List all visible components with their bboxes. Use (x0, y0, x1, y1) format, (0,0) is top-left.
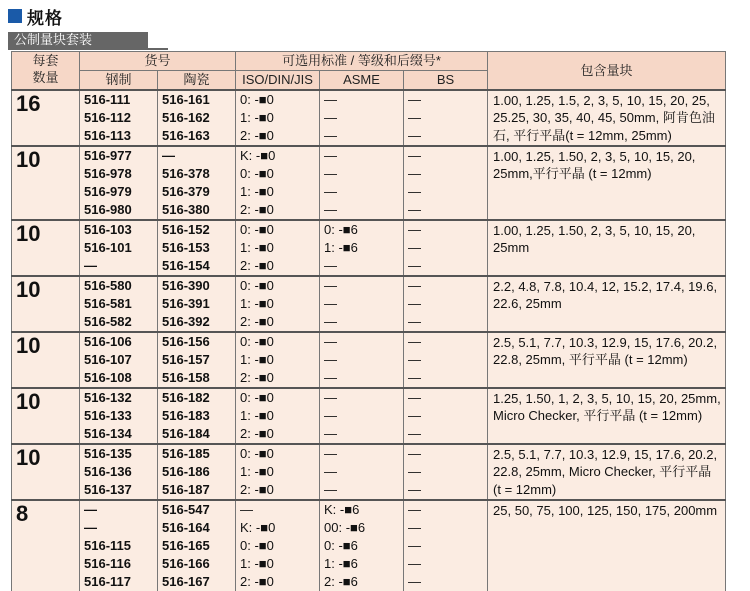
bs-grade-cell (404, 444, 488, 500)
ceramic-part-no: 516-379 (162, 183, 210, 199)
bs-grade: — (408, 295, 422, 311)
bs-grade: — (408, 165, 422, 181)
ceramic-part-no: 516-186 (162, 463, 210, 479)
ceramic-part-no: — (162, 147, 175, 163)
set-qty-cell: 10 (12, 276, 80, 332)
steel-part-no: 516-116 (84, 555, 131, 571)
bs-grade: — (408, 183, 422, 199)
steel-part-no-cell (80, 332, 158, 388)
bs-grade: — (408, 257, 422, 273)
contents-cell: 1.00, 1.25, 1.5, 2, 3, 5, 10, 15, 20, 25, 25.25, 30, 35, 40, 45, 50mm, 阿肯色油石, 平行平晶(t = 12mm, 25mm) (488, 90, 726, 146)
asme-grade: — (324, 277, 338, 293)
header-standards: 可选用标准 / 等级和后缀号* (236, 52, 488, 71)
ceramic-part-no-cell (158, 90, 236, 146)
iso-grade: 2: -■0 (240, 481, 274, 497)
contents-cell: 25, 50, 75, 100, 125, 150, 175, 200mm (488, 500, 726, 591)
bs-grade: — (408, 239, 422, 255)
section-title-text: 规格 (27, 8, 63, 29)
ceramic-part-no: 516-163 (162, 127, 210, 143)
asme-grade: 1: -■6 (324, 555, 358, 571)
ceramic-part-no-cell (158, 388, 236, 444)
section-title (8, 4, 63, 28)
steel-part-no: 516-581 (84, 295, 132, 311)
steel-part-no: 516-107 (84, 351, 132, 367)
steel-part-no: 516-113 (84, 127, 131, 143)
bs-grade: — (408, 313, 422, 329)
steel-part-no: 516-137 (84, 481, 132, 497)
iso-grade: 1: -■0 (240, 351, 274, 367)
iso-grade: 1: -■0 (240, 109, 274, 125)
steel-part-no: 516-108 (84, 369, 132, 385)
iso-grade-cell (236, 500, 320, 591)
bs-grade: — (408, 445, 422, 461)
steel-part-no: 516-132 (84, 389, 132, 405)
header-qty-line1: 每套 (32, 53, 59, 68)
iso-grade: 2: -■0 (240, 201, 274, 217)
asme-grade: — (324, 333, 338, 349)
steel-part-no: 516-111 (84, 91, 131, 107)
steel-part-no: 516-112 (84, 109, 131, 125)
asme-grade-cell (320, 146, 404, 220)
asme-grade: — (324, 445, 338, 461)
set-qty-cell: 10 (12, 332, 80, 388)
asme-grade-cell (320, 90, 404, 146)
ceramic-part-no: 516-166 (162, 555, 210, 571)
steel-part-no: — (84, 501, 97, 517)
table-row (12, 388, 726, 444)
steel-part-no: 516-117 (84, 573, 131, 589)
contents-cell: 2.2, 4.8, 7.8, 10.4, 12, 15.2, 17.4, 19.6, 22.6, 25mm (488, 276, 726, 332)
steel-part-no: 516-980 (84, 201, 132, 217)
asme-grade-cell (320, 276, 404, 332)
table-header (12, 52, 726, 90)
steel-part-no-cell (80, 276, 158, 332)
ceramic-part-no-cell (158, 500, 236, 591)
contents-cell: 2.5, 5.1, 7.7, 10.3, 12.9, 15, 17.6, 20.2, 22.8, 25mm, Micro Checker, 平行平晶 (t = 12mm) (488, 444, 726, 500)
asme-grade: — (324, 147, 338, 163)
iso-grade-cell (236, 90, 320, 146)
bs-grade: — (408, 407, 422, 423)
bs-grade: — (408, 463, 422, 479)
steel-part-no: 516-580 (84, 277, 132, 293)
ceramic-part-no: 516-378 (162, 165, 210, 181)
asme-grade: — (324, 201, 338, 217)
table-row (12, 90, 726, 146)
bs-grade-cell (404, 276, 488, 332)
iso-grade-cell (236, 220, 320, 276)
iso-grade: 0: -■0 (240, 221, 274, 237)
bs-grade: — (408, 555, 422, 571)
iso-grade: 1: -■0 (240, 407, 274, 423)
bs-grade: — (408, 573, 422, 589)
iso-grade: 2: -■0 (240, 127, 274, 143)
iso-grade: 2: -■0 (240, 313, 274, 329)
set-qty-cell: 10 (12, 146, 80, 220)
asme-grade: — (324, 127, 338, 143)
steel-part-no: 516-106 (84, 333, 132, 349)
asme-grade: — (324, 109, 338, 125)
ceramic-part-no: 516-158 (162, 369, 210, 385)
iso-grade-cell (236, 146, 320, 220)
ceramic-part-no: 516-184 (162, 425, 210, 441)
steel-part-no: 516-101 (84, 239, 132, 255)
ceramic-part-no: 516-153 (162, 239, 210, 255)
asme-grade-cell (320, 220, 404, 276)
bs-grade: — (408, 425, 422, 441)
iso-grade-cell (236, 332, 320, 388)
ceramic-part-no: 516-392 (162, 313, 210, 329)
asme-grade: — (324, 165, 338, 181)
steel-part-no: 516-978 (84, 165, 132, 181)
steel-part-no-cell (80, 220, 158, 276)
header-qty-line2: 数量 (32, 70, 59, 85)
asme-grade-cell (320, 444, 404, 500)
iso-grade: 0: -■0 (240, 165, 274, 181)
asme-grade: — (324, 369, 338, 385)
steel-part-no: 516-115 (84, 537, 131, 553)
set-qty-cell: 8 (12, 500, 80, 591)
asme-grade: — (324, 407, 338, 423)
iso-grade: 0: -■0 (240, 277, 274, 293)
iso-grade: 2: -■0 (240, 369, 274, 385)
iso-grade: 0: -■0 (240, 91, 274, 107)
table-row (12, 444, 726, 500)
steel-part-no: 516-133 (84, 407, 132, 423)
ceramic-part-no: 516-165 (162, 537, 210, 553)
asme-grade: 0: -■6 (324, 221, 358, 237)
steel-part-no: 516-979 (84, 183, 132, 199)
ceramic-part-no: 516-380 (162, 201, 210, 217)
steel-part-no-cell (80, 146, 158, 220)
bs-grade: — (408, 201, 422, 217)
header-part-no: 货号 (80, 52, 236, 71)
iso-grade: K: -■0 (240, 519, 276, 535)
asme-grade: — (324, 313, 338, 329)
header-ceramic: 陶瓷 (158, 71, 236, 90)
bs-grade-cell (404, 388, 488, 444)
set-qty-cell: 16 (12, 90, 80, 146)
iso-grade: 0: -■0 (240, 445, 274, 461)
bs-grade: — (408, 147, 422, 163)
steel-part-no: 516-136 (84, 463, 132, 479)
iso-grade-cell (236, 388, 320, 444)
asme-grade: K: -■6 (324, 501, 360, 517)
asme-grade: 0: -■6 (324, 537, 358, 553)
table-row (12, 276, 726, 332)
header-iso: ISO/DIN/JIS (236, 71, 320, 90)
header-asme: ASME (320, 71, 404, 90)
bs-grade-cell (404, 220, 488, 276)
asme-grade: 1: -■6 (324, 239, 358, 255)
steel-part-no: 516-582 (84, 313, 132, 329)
iso-grade: — (240, 501, 254, 517)
table-row (12, 500, 726, 591)
bs-grade-cell (404, 90, 488, 146)
iso-grade: 2: -■0 (240, 257, 274, 273)
contents-cell: 1.25, 1.50, 1, 2, 3, 5, 10, 15, 20, 25mm, Micro Checker, 平行平晶 (t = 12mm) (488, 388, 726, 444)
iso-grade: 1: -■0 (240, 239, 274, 255)
asme-grade-cell (320, 500, 404, 591)
subtitle-underline (8, 48, 168, 50)
bs-grade: — (408, 389, 422, 405)
subtitle-label: 公制量块套装 (8, 32, 148, 50)
bs-grade: — (408, 127, 422, 143)
asme-grade: — (324, 463, 338, 479)
ceramic-part-no: 516-167 (162, 573, 210, 589)
subtitle-bar (8, 32, 163, 50)
iso-grade: 2: -■0 (240, 425, 274, 441)
asme-grade: — (324, 91, 338, 107)
ceramic-part-no-cell (158, 220, 236, 276)
ceramic-part-no: 516-152 (162, 221, 210, 237)
header-contents: 包含量块 (488, 52, 726, 90)
bs-grade-cell (404, 500, 488, 591)
asme-grade: 00: -■6 (324, 519, 366, 535)
asme-grade-cell (320, 332, 404, 388)
contents-cell: 1.00, 1.25, 1.50, 2, 3, 5, 10, 15, 20, 25mm,平行平晶 (t = 12mm) (488, 146, 726, 220)
table-row (12, 332, 726, 388)
table-row (12, 146, 726, 220)
set-qty-cell: 10 (12, 444, 80, 500)
ceramic-part-no: 516-157 (162, 351, 210, 367)
ceramic-part-no-cell (158, 444, 236, 500)
ceramic-part-no-cell (158, 332, 236, 388)
steel-part-no-cell (80, 500, 158, 591)
ceramic-part-no: 516-154 (162, 257, 210, 273)
set-qty-cell: 10 (12, 220, 80, 276)
steel-part-no: 516-134 (84, 425, 132, 441)
contents-cell: 1.00, 1.25, 1.50, 2, 3, 5, 10, 15, 20, 25mm (488, 220, 726, 276)
iso-grade: 2: -■0 (240, 573, 274, 589)
steel-part-no: 516-103 (84, 221, 132, 237)
steel-part-no: 516-135 (84, 445, 132, 461)
ceramic-part-no: 516-183 (162, 407, 210, 423)
ceramic-part-no: 516-390 (162, 277, 210, 293)
title-square-icon (8, 9, 22, 23)
asme-grade: — (324, 425, 338, 441)
ceramic-part-no-cell (158, 276, 236, 332)
ceramic-part-no: 516-162 (162, 109, 210, 125)
bs-grade: — (408, 109, 422, 125)
steel-part-no: — (84, 519, 97, 535)
steel-part-no-cell (80, 388, 158, 444)
bs-grade: — (408, 519, 422, 535)
bs-grade-cell (404, 146, 488, 220)
header-bs: BS (404, 71, 488, 90)
bs-grade: — (408, 91, 422, 107)
asme-grade: — (324, 481, 338, 497)
ceramic-part-no: 516-391 (162, 295, 210, 311)
iso-grade: 0: -■0 (240, 333, 274, 349)
header-qty (12, 52, 80, 90)
steel-part-no: 516-977 (84, 147, 132, 163)
steel-part-no-cell (80, 90, 158, 146)
bs-grade: — (408, 501, 422, 517)
bs-grade: — (408, 481, 422, 497)
set-qty-cell: 10 (12, 388, 80, 444)
bs-grade: — (408, 369, 422, 385)
asme-grade: — (324, 295, 338, 311)
contents-cell: 2.5, 5.1, 7.7, 10.3, 12.9, 15, 17.6, 20.2, 22.8, 25mm, 平行平晶 (t = 12mm) (488, 332, 726, 388)
iso-grade: K: -■0 (240, 147, 276, 163)
ceramic-part-no: 516-164 (162, 519, 210, 535)
bs-grade: — (408, 221, 422, 237)
iso-grade: 1: -■0 (240, 555, 274, 571)
asme-grade: — (324, 183, 338, 199)
ceramic-part-no: 516-187 (162, 481, 210, 497)
iso-grade-cell (236, 276, 320, 332)
table-body (12, 90, 726, 591)
iso-grade: 1: -■0 (240, 183, 274, 199)
asme-grade: — (324, 389, 338, 405)
asme-grade-cell (320, 388, 404, 444)
asme-grade: — (324, 351, 338, 367)
header-steel: 钢制 (80, 71, 158, 90)
asme-grade: — (324, 257, 338, 273)
spec-table (11, 51, 726, 591)
bs-grade: — (408, 537, 422, 553)
bs-grade: — (408, 333, 422, 349)
ceramic-part-no: 516-547 (162, 501, 210, 517)
asme-grade: 2: -■6 (324, 573, 358, 589)
iso-grade-cell (236, 444, 320, 500)
bs-grade: — (408, 351, 422, 367)
bs-grade: — (408, 277, 422, 293)
bs-grade-cell (404, 332, 488, 388)
ceramic-part-no: 516-156 (162, 333, 210, 349)
ceramic-part-no-cell (158, 146, 236, 220)
ceramic-part-no: 516-185 (162, 445, 210, 461)
steel-part-no-cell (80, 444, 158, 500)
iso-grade: 1: -■0 (240, 463, 274, 479)
iso-grade: 0: -■0 (240, 389, 274, 405)
table-row (12, 220, 726, 276)
iso-grade: 1: -■0 (240, 295, 274, 311)
iso-grade: 0: -■0 (240, 537, 274, 553)
ceramic-part-no: 516-161 (162, 91, 210, 107)
ceramic-part-no: 516-182 (162, 389, 210, 405)
steel-part-no: — (84, 257, 97, 273)
